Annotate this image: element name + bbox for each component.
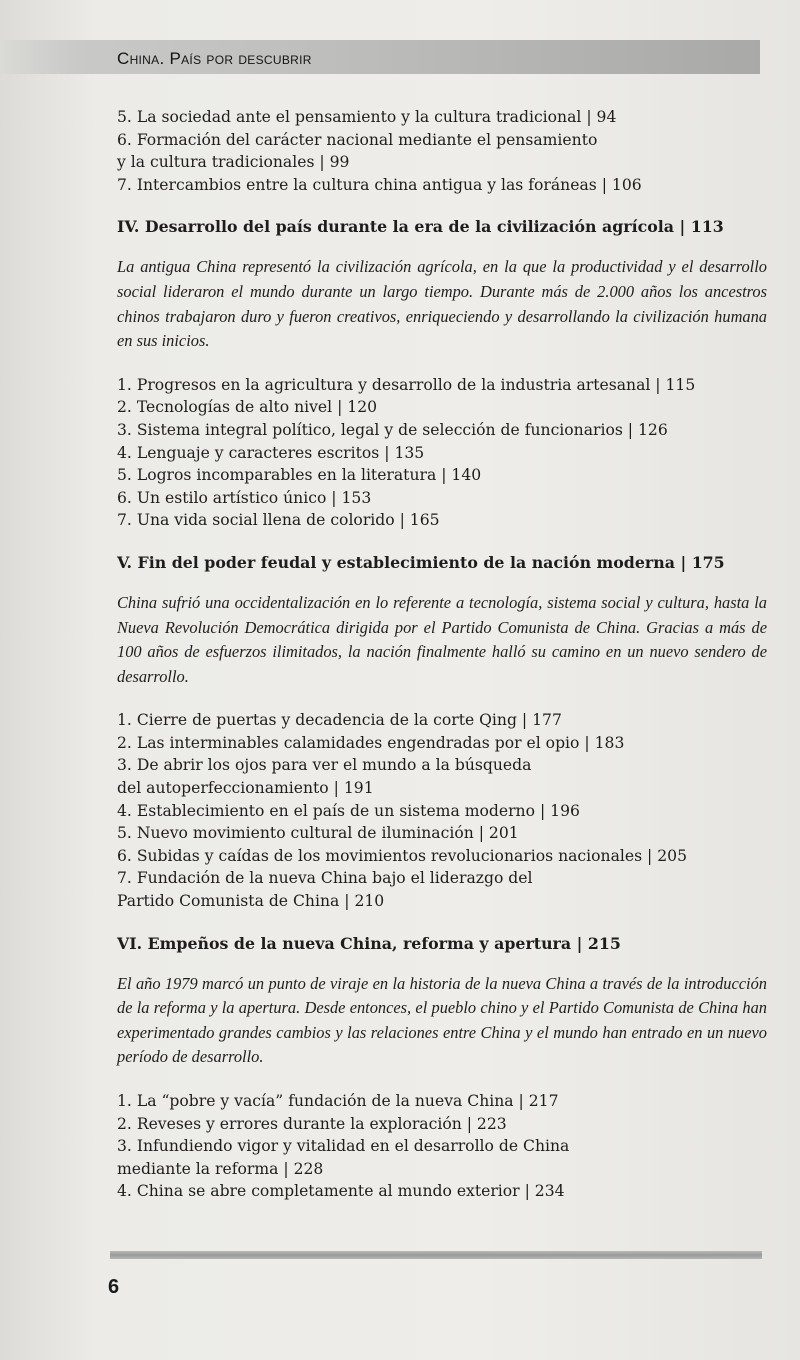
list-item: 5. La sociedad ante el pensamiento y la cultura tradicional | 94 [117,108,617,126]
list-item: 6. Un estilo artístico único | 153 [117,488,372,507]
list-item: 4. China se abre completamente al mundo exterior | 234 [117,1182,565,1201]
chapter-items-vi [117,1090,767,1203]
chapter-items-iv [117,374,767,532]
chapter-summary-iv: La antigua China representó la civilización agrícola, en la que la productividad y el desarrollo social lideraron el mundo durante un largo tiempo. Durante más de 2.000 años los ancestros chinos trabajaron duro y fueron creativos, enriqueciendo y desarrollando la civilización humana en sus inicios. [117,257,767,351]
chapter-summary-v: China sufrió una occidentalización en lo referente a tecnología, sistema social y cultura, hasta la Nueva Revolución Democrática dirigida por el Partido Comunista de China. Gracias a más de 100 años de esfuerzos ilimitados, la nación finalmente halló su camino en un nuevo sendero de desarrollo. [117,592,767,686]
list-item: 3. Infundiendo vigor y vitalidad en el desarrollo de China [117,1137,570,1156]
footer-rule [110,1251,762,1259]
list-item: 5. Nuevo movimiento cultural de iluminación | 201 [117,824,519,843]
list-item: 1. Cierre de puertas y decadencia de la corte Qing | 177 [117,711,562,730]
list-item: 5. Logros incomparables en la literatura | 140 [117,466,482,485]
list-item: 2. Reveses y errores durante la exploración | 223 [117,1114,507,1133]
running-head: China. País por descubrir [117,49,312,68]
list-item: 4. Establecimiento en el país de un sistema moderno | 196 [117,801,580,820]
chapter-title-v: V. Fin del poder feudal y establecimiento de la nación moderna | 175 [117,552,725,572]
list-item: 3. Sistema integral político, legal y de selección de funcionarios | 126 [117,420,668,439]
list-item: 3. De abrir los ojos para ver el mundo a la búsqueda [117,756,532,775]
list-item: 2. Tecnologías de alto nivel | 120 [117,398,378,417]
chapter-summary-vi: El año 1979 marcó un punto de viraje en la historia de la nueva China a través de la introducción de la reforma y la apertura. Desde entonces, el pueblo chino y el Partido Comunista de China han experimentado grandes cambios y las relaciones entre China y el mundo han entrado en un nuevo período de desarrollo. [117,973,767,1067]
chapter-title-iv: IV. Desarrollo del país durante la era de la civilización agrícola | 113 [117,217,724,237]
list-item: Partido Comunista de China | 210 [117,892,385,911]
list-item: mediante la reforma | 228 [117,1159,324,1178]
list-item: 7. Fundación de la nueva China bajo el liderazgo del [117,869,533,888]
list-item: 1. Progresos en la agricultura y desarrollo de la industria artesanal | 115 [117,375,696,394]
list-item: 6. Formación del carácter nacional mediante el pensamiento [117,130,598,149]
header-band [0,40,760,74]
page-number: 6 [108,1276,120,1298]
list-item: 4. Lenguaje y caracteres escritos | 135 [117,443,425,462]
list-item: 2. Las interminables calamidades engendradas por el opio | 183 [117,733,625,752]
chapter-title-vi: VI. Empeños de la nueva China, reforma y apertura | 215 [117,933,621,953]
list-item: 7. Una vida social llena de colorido | 165 [117,511,440,530]
list-item: 1. La “pobre y vacía” fundación de la nueva China | 217 [117,1092,559,1110]
intro-items [117,106,767,196]
chapter-items-v [117,709,767,912]
list-item: y la cultura tradicionales | 99 [117,153,350,172]
list-item: 7. Intercambios entre la cultura china antigua y las foráneas | 106 [117,175,642,194]
list-item: 6. Subidas y caídas de los movimientos revolucionarios nacionales | 205 [117,846,688,865]
list-item: del autoperfeccionamiento | 191 [117,779,374,798]
table-of-contents [117,106,767,1203]
